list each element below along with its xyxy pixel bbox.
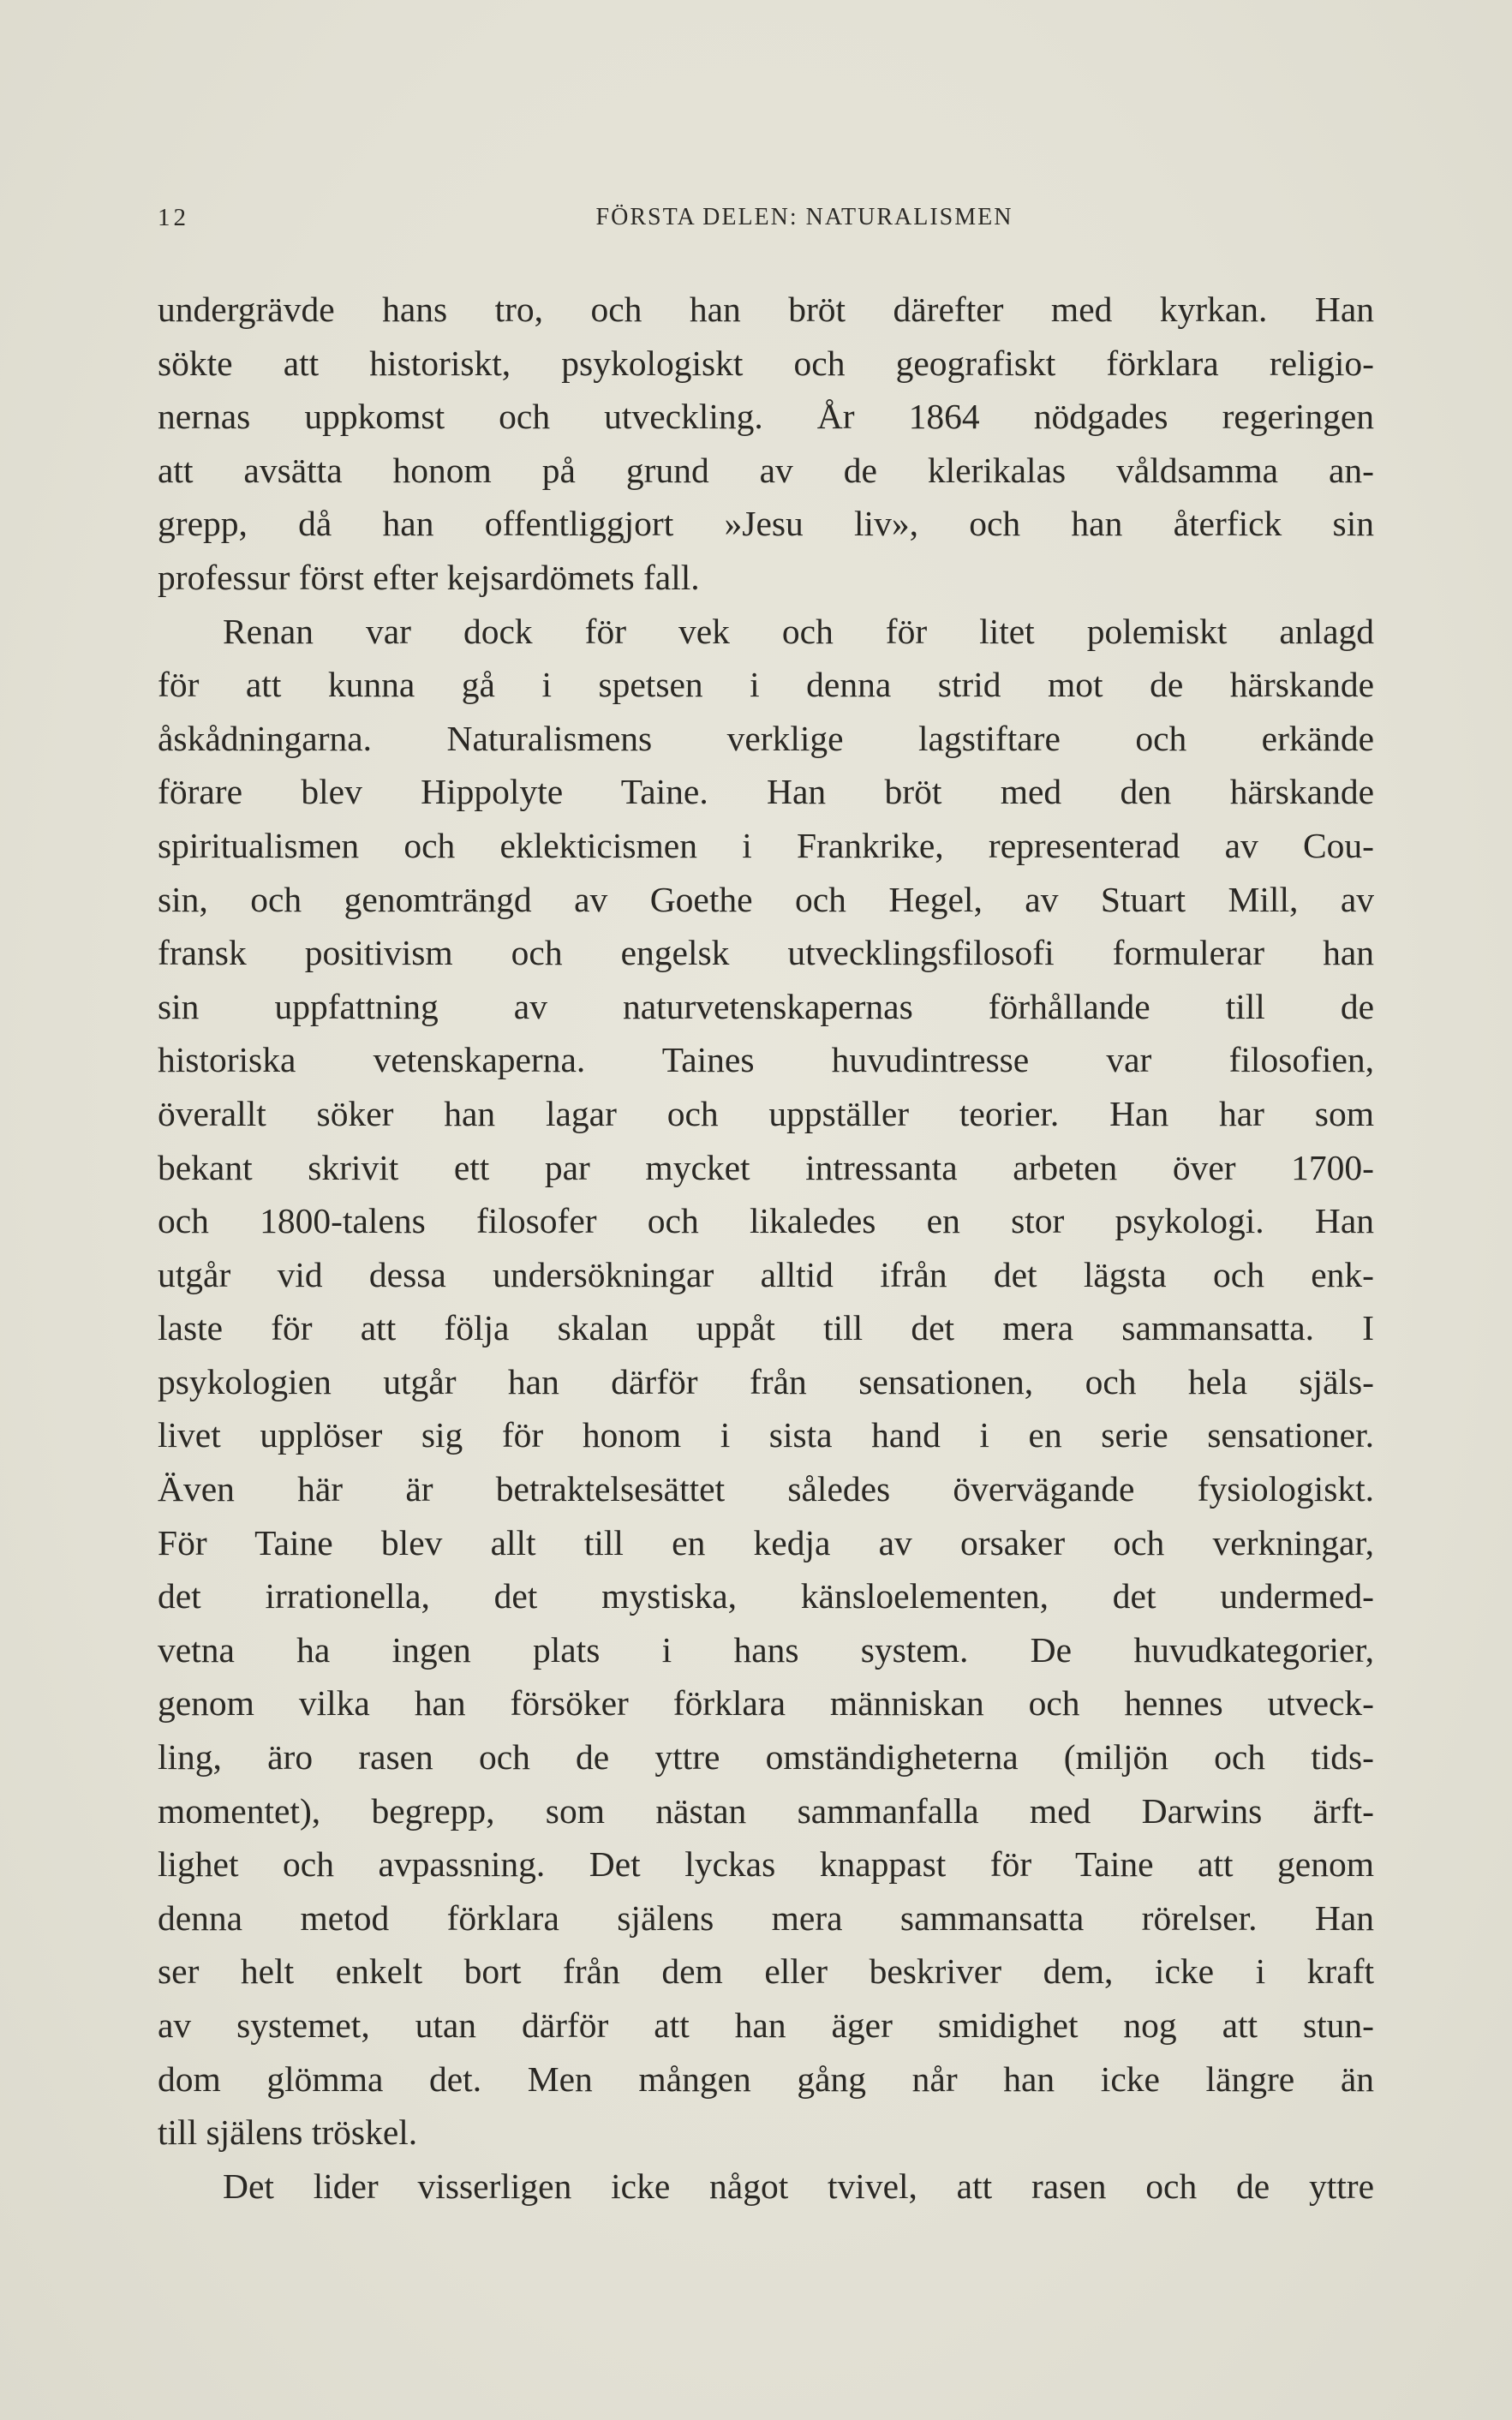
text-line: denna metod förklara själens mera sammansatta rörelser. Han: [158, 1897, 1374, 1938]
text-line: nernas uppkomst och utveckling. År 1864 nödgades regeringen: [158, 397, 1374, 437]
text-line: för att kunna gå i spetsen i denna strid mot de härskande: [158, 665, 1374, 705]
text-line: undergrävde hans tro, och han bröt därefter med kyrkan. Han: [158, 290, 1374, 329]
text-line: förare blev Hippolyte Taine. Han bröt med den härskande: [158, 772, 1374, 812]
text-line: sin uppfattning av naturvetenskapernas förhållande till de: [158, 986, 1374, 1026]
text-line: dom glömma det. Men mången gång når han icke längre än: [158, 2058, 1374, 2099]
text-line: livet upplöser sig för honom i sista hand i en serie sensationer.: [158, 1415, 1374, 1455]
text-line: historiska vetenskaperna. Taines huvudintresse var filosofien,: [158, 1040, 1374, 1080]
text-line: professur först efter kejsardömets fall.: [158, 557, 700, 597]
text-line: Även här är betraktelsesättet således övervägande fysiologiskt.: [158, 1469, 1374, 1509]
running-header: [158, 204, 1374, 242]
text-line: fransk positivism och engelsk utvecklingsfilosofi formulerar han: [158, 933, 1374, 973]
text-line: vetna ha ingen plats i hans system. De huvudkategorier,: [158, 1629, 1374, 1670]
paragraph-first-line: Det lider visserligen icke något tvivel, att rasen och de yttre: [223, 2166, 1374, 2206]
text-line: psykologien utgår han därför från sensationen, och hela själs-: [158, 1361, 1374, 1401]
page-number: 12: [158, 204, 189, 231]
text-line: sökte att historiskt, psykologiskt och geografiskt förklara religio-: [158, 343, 1374, 383]
text-line: överallt söker han lagar och uppställer teorier. Han har som: [158, 1093, 1374, 1133]
text-line: För Taine blev allt till en kedja av orsaker och verkningar,: [158, 1522, 1374, 1563]
text-line: till själens tröskel.: [158, 2112, 418, 2153]
text-line: ser helt enkelt bort från dem eller beskriver dem, icke i kraft: [158, 1951, 1374, 1992]
text-line: åskådningarna. Naturalismens verklige lagstiftare och erkände: [158, 718, 1374, 758]
text-line: laste för att följa skalan uppåt till det mera sammansatta. I: [158, 1308, 1374, 1348]
text-line: bekant skrivit ett par mycket intressanta arbeten över 1700-: [158, 1147, 1374, 1187]
text-line: att avsätta honom på grund av de klerikalas våldsamma an-: [158, 450, 1374, 490]
text-line: grepp, då han offentliggjort »Jesu liv», och han återfick sin: [158, 504, 1374, 544]
text-line: lighet och avpassning. Det lyckas knappast för Taine att genom: [158, 1844, 1374, 1885]
text-line: utgår vid dessa undersökningar alltid ifrån det lägsta och enk-: [158, 1254, 1374, 1294]
text-line: momentet), begrepp, som nästan sammanfalla med Darwins ärft-: [158, 1790, 1374, 1831]
chapter-title: FÖRSTA DELEN: NATURALISMEN: [595, 204, 1013, 230]
text-line: genom vilka han försöker förklara människan och hennes utveck-: [158, 1683, 1374, 1724]
paragraph-first-line: Renan var dock för vek och för litet polemiskt anlagd: [223, 611, 1374, 651]
text-line: ling, äro rasen och de yttre omständigheterna (miljön och tids-: [158, 1737, 1374, 1778]
text-line: av systemet, utan därför att han äger smidighet nog att stun-: [158, 2005, 1374, 2045]
text-line: sin, och genomträngd av Goethe och Hegel, av Stuart Mill, av: [158, 879, 1374, 919]
text-line: det irrationella, det mystiska, känsloelementen, det undermed-: [158, 1576, 1374, 1616]
text-line: spiritualismen och eklekticismen i Frankrike, representerad av Cou-: [158, 825, 1374, 865]
text-line: och 1800-talens filosofer och likaledes en stor psykologi. Han: [158, 1201, 1374, 1241]
body-text: [158, 283, 1374, 2213]
